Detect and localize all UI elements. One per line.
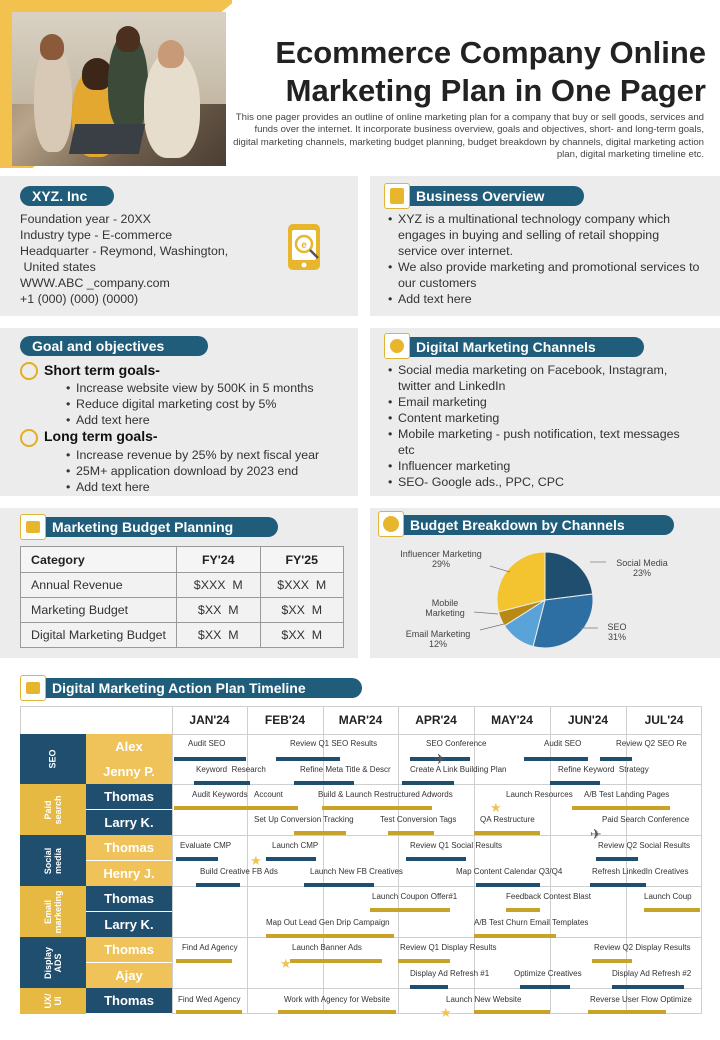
- person-name: Thomas: [86, 886, 172, 912]
- table-cell: $XXX M: [260, 573, 344, 598]
- timeline-task: Map Content Calendar Q3/Q4: [456, 867, 563, 876]
- timeline-task: Evaluate CMP: [180, 841, 232, 850]
- timeline-task: Reverse User Flow Optimize: [590, 995, 692, 1004]
- table-cell: Digital Marketing Budget: [21, 623, 177, 648]
- leader-line: [474, 612, 498, 614]
- month-may: MAY'24: [491, 713, 533, 727]
- category-ux-ui: UX/ UI: [20, 988, 86, 1014]
- timeline-task: Find Ad Agency: [182, 943, 238, 952]
- table-row: [21, 623, 344, 648]
- star-icon: ★: [440, 1005, 452, 1020]
- table-cell: Marketing Budget: [21, 598, 177, 623]
- timeline-task: Launch New FB Creatives: [310, 867, 403, 876]
- timeline-task: Refine Meta Title & Descr: [300, 765, 391, 774]
- timeline-task: Account: [254, 790, 283, 799]
- person-name: Ajay: [86, 963, 172, 989]
- month-apr: APR'24: [415, 713, 457, 727]
- list-item: • Increase website view by 500K in 5 months: [64, 380, 350, 396]
- timeline-task: Audit Keywords: [192, 790, 248, 799]
- page-title: Ecommerce Company Online Marketing Plan in One Pager: [275, 35, 706, 108]
- timeline-task: Refresh LinkedIn Creatives: [592, 867, 689, 876]
- list-item: • Social media marketing on Facebook, Instagram, twitter and LinkedIn: [386, 362, 686, 394]
- company-industry: Industry type - E-commerce: [20, 228, 173, 242]
- timeline-task: Find Wed Agency: [178, 995, 241, 1004]
- gear-icon: [378, 511, 404, 537]
- network-icon: [384, 333, 410, 359]
- timeline-task: SEO Conference: [426, 739, 487, 748]
- timeline-task: Review Q1 Display Results: [400, 943, 497, 952]
- person-name: Thomas: [86, 784, 172, 810]
- plane-icon: ✈: [590, 826, 602, 842]
- timeline-task: Launch Coupon Offer#1: [372, 892, 458, 901]
- timeline-task: Launch Resources: [506, 790, 573, 799]
- timeline-task: Work with Agency for Website: [284, 995, 390, 1004]
- list-item: • Add text here: [64, 479, 350, 495]
- business-overview-heading: Business Overview: [386, 186, 584, 206]
- category-display-ads: Display ADS: [20, 937, 86, 988]
- timeline-task: Build & Launch Restructured Adwords: [318, 790, 453, 799]
- list-item: • We also provide marketing and promotional services to our customers: [386, 259, 700, 291]
- timeline-task: Launch Banner Ads: [292, 943, 362, 952]
- list-item: • Increase revenue by 25% by next fiscal year: [64, 447, 350, 463]
- channels-heading: Digital Marketing Channels: [386, 337, 644, 357]
- timeline-task: Launch CMP: [272, 841, 319, 850]
- list-item: • Content marketing: [386, 410, 686, 426]
- person-name: Thomas: [86, 835, 172, 861]
- list-item: • Email marketing: [386, 394, 686, 410]
- list-item: • SEO- Google ads., PPC, CPC: [386, 474, 686, 490]
- label-mobile: Mobile Marketing: [425, 598, 465, 618]
- list-item: • Influencer marketing: [386, 458, 686, 474]
- list-item: • Add text here: [64, 412, 350, 428]
- timeline-task: Feedback Contest Blast: [506, 892, 591, 901]
- hero-image: [0, 0, 232, 168]
- label-email: Email Marketing 12%: [405, 629, 471, 649]
- list-item: • Mobile marketing - push notification, text messages etc: [386, 426, 686, 458]
- person-name: Thomas: [86, 988, 172, 1014]
- star-icon: ★: [490, 800, 502, 815]
- briefcase-icon: [384, 183, 410, 209]
- month-jan: JAN'24: [189, 713, 230, 727]
- timeline-task: Launch Coup: [644, 892, 692, 901]
- timeline-task: Keyword Research: [196, 765, 266, 774]
- budget-heading: Marketing Budget Planning: [22, 517, 278, 537]
- star-icon: ★: [280, 956, 292, 971]
- table-cell: Annual Revenue: [21, 573, 177, 598]
- table-row: [21, 573, 344, 598]
- list-item: • Reduce digital marketing cost by 5%: [64, 396, 350, 412]
- timeline-task: Review Q1 SEO Results: [290, 739, 378, 748]
- list-item: • 25M+ application download by 2023 end: [64, 463, 350, 479]
- pie-slice-social-media: [545, 552, 593, 600]
- leader-line: [490, 566, 510, 572]
- label-social-media: Social Media 23%: [616, 558, 668, 578]
- star-icon: ★: [250, 853, 262, 868]
- bar-chart-icon: [20, 514, 46, 540]
- timeline-task: Map Out Lead Gen Drip Campaign: [266, 918, 390, 927]
- timeline-task: Optimize Creatives: [514, 969, 582, 978]
- timeline-task: Review Q1 Social Results: [410, 841, 503, 850]
- table-row: [21, 598, 344, 623]
- team-photo: [12, 12, 226, 166]
- table-cell: $XX M: [177, 598, 261, 623]
- month-feb: FEB'24: [264, 713, 306, 727]
- timeline-task: Create A Link Building Plan: [410, 765, 507, 774]
- target-icon: [20, 362, 38, 380]
- timeline-task: QA Restructure: [480, 815, 535, 824]
- list-item: • Add text here: [386, 291, 700, 307]
- list-item: • XYZ is a multinational technology company which engages in buying and selling of retail shopping service over internet.: [386, 211, 700, 259]
- timeline-task: Review Q2 Display Results: [594, 943, 691, 952]
- category-email-marketing: Email marketing: [20, 886, 86, 937]
- timeline-task: Set Up Conversion Tracking: [254, 815, 354, 824]
- goals-heading: Goal and objectives: [20, 336, 208, 356]
- timeline-task: Audit SEO: [544, 739, 582, 748]
- timeline-task: Launch New Website: [446, 995, 522, 1004]
- goals-content: [20, 362, 350, 495]
- budget-table: [20, 546, 344, 648]
- timeline-task: Display Ad Refresh #1: [410, 969, 490, 978]
- table-cell: $XX M: [260, 598, 344, 623]
- category-paid-search: Paid search: [20, 784, 86, 835]
- long-term-label: Long term goals-: [44, 428, 158, 445]
- label-influencer: Influencer Marketing 29%: [400, 549, 482, 569]
- business-overview-list: [386, 211, 700, 307]
- category-social-media: Social media: [20, 835, 86, 886]
- column-header: Category: [21, 547, 177, 573]
- table-header-row: [21, 547, 344, 573]
- table-cell: $XX M: [260, 623, 344, 648]
- ecommerce-icon: [286, 222, 322, 272]
- calendar-icon: [20, 675, 46, 701]
- company-country: United states: [20, 260, 96, 274]
- company-heading: XYZ. Inc: [20, 186, 114, 206]
- short-term-label: Short term goals-: [44, 362, 160, 378]
- budget-breakdown-heading: Budget Breakdown by Channels: [380, 515, 674, 535]
- company-headquarter: Headquarter - Reymond, Washington,: [20, 244, 229, 258]
- leader-line: [480, 624, 504, 630]
- company-foundation: Foundation year - 20XX: [20, 212, 151, 226]
- label-seo: SEO 31%: [607, 622, 627, 642]
- channels-list: [386, 362, 686, 490]
- month-jul: JUL'24: [644, 713, 684, 727]
- timeline-task: Paid Search Conference: [602, 815, 690, 824]
- category-seo: SEO: [20, 734, 86, 784]
- person-name: Thomas: [86, 937, 172, 963]
- timeline-task: Display Ad Refresh #2: [612, 969, 692, 978]
- person-name: Alex: [86, 734, 172, 760]
- month-jun: JUN'24: [567, 713, 609, 727]
- person-name: Larry K.: [86, 810, 172, 836]
- person-name: Jenny P.: [86, 759, 172, 785]
- company-website: WWW.ABC _company.com: [20, 276, 170, 290]
- svg-text:e: e: [301, 240, 307, 251]
- stopwatch-icon: [20, 429, 38, 447]
- page-intro: This one pager provides an outline of online marketing plan for a company that buy or sell goods, services and funds over the internet. It incorporate business overview, goals and objectives, short- and long-term goals, digital marketing channels, marketing budget planning, budget breakdown by channels, digital marketing action plan, digital marketing timeline etc.: [233, 112, 704, 161]
- column-header: FY'24: [177, 547, 261, 573]
- timeline-task: A/B Test Churn Email Templates: [474, 918, 589, 927]
- company-phone: +1 (000) (000) (0000): [20, 292, 139, 306]
- table-cell: $XXX M: [177, 573, 261, 598]
- plane-icon: ✈: [434, 751, 446, 767]
- timeline-task: Refine Keyword Strategy: [558, 765, 649, 774]
- company-details: [20, 211, 260, 307]
- timeline-task: Review Q2 SEO Re: [616, 739, 687, 748]
- timeline-task: Review Q2 Social Results: [598, 841, 691, 850]
- timeline-task: Test Conversion Tags: [380, 815, 457, 824]
- column-header: FY'25: [260, 547, 344, 573]
- month-mar: MAR'24: [338, 713, 383, 727]
- timeline-heading: Digital Marketing Action Plan Timeline: [22, 678, 362, 698]
- person-name: Henry J.: [86, 861, 172, 887]
- timeline-task: A/B Test Landing Pages: [584, 790, 670, 799]
- timeline-task: Audit SEO: [188, 739, 226, 748]
- timeline-task: Build Creative FB Ads: [200, 867, 278, 876]
- table-cell: $XX M: [177, 623, 261, 648]
- person-name: Larry K.: [86, 912, 172, 938]
